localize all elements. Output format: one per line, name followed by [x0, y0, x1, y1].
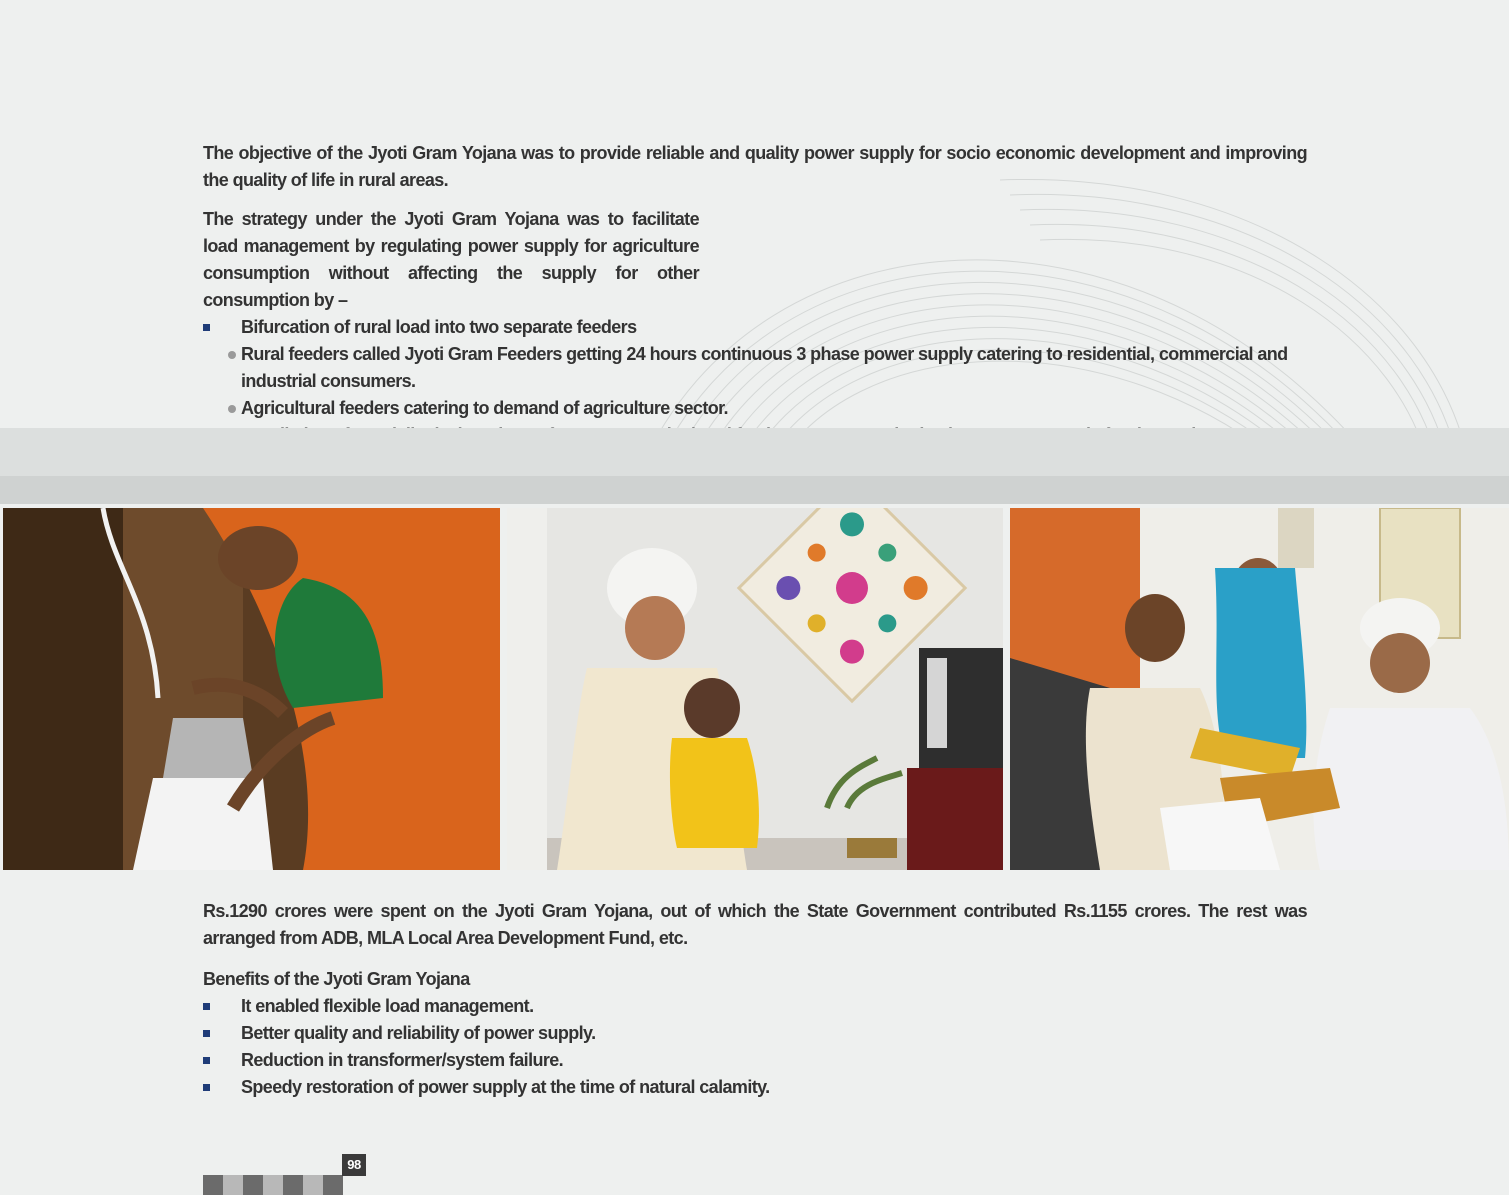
- benefits-list: [203, 993, 1307, 1101]
- square-bullet-icon: [203, 1003, 210, 1010]
- sub-list-item-text: Rural feeders called Jyoti Gram Feeders getting 24 hours continuous 3 phase power supply catering to residential, commercial and industrial consumers.: [241, 344, 1288, 391]
- strategy-list: [203, 314, 1307, 341]
- photo-woman-mixer: [3, 508, 500, 870]
- list-item: [203, 1074, 1307, 1101]
- divider-band-dark: [0, 476, 1509, 504]
- intro-section: [203, 140, 1307, 476]
- sub-list-item-text: Agricultural feeders catering to demand of agriculture sector.: [241, 398, 728, 418]
- list-item: [203, 314, 1307, 341]
- photo-man-child-tv: [507, 508, 1003, 870]
- sub-list-item: [203, 395, 1307, 422]
- list-item-text: Better quality and reliability of power supply.: [241, 1023, 596, 1043]
- list-item-text: Reduction in transformer/system failure.: [241, 1050, 564, 1070]
- list-item-text: It enabled flexible load management.: [241, 996, 534, 1016]
- square-bullet-icon: [203, 324, 210, 331]
- list-item-text: Bifurcation of rural load into two separate feeders: [241, 317, 637, 337]
- footer-checker-bar: [203, 1175, 343, 1195]
- divider-band-light: [0, 428, 1509, 476]
- list-item-text: Speedy restoration of power supply at the time of natural calamity.: [241, 1077, 770, 1097]
- list-item: [203, 1047, 1307, 1074]
- benefits-heading: Benefits of the Jyoti Gram Yojana: [203, 969, 470, 989]
- list-item: [203, 1020, 1307, 1047]
- sub-list-item: [203, 341, 1307, 395]
- photo-office-computer: [1010, 508, 1509, 870]
- round-bullet-icon: [228, 405, 236, 413]
- funding-benefits-section: [203, 898, 1307, 1101]
- feeder-sublist: [203, 341, 1307, 422]
- list-item: [203, 993, 1307, 1020]
- page-number: 98: [342, 1154, 366, 1176]
- square-bullet-icon: [203, 1030, 210, 1037]
- funding-paragraph: Rs.1290 crores were spent on the Jyoti Gram Yojana, out of which the State Government contributed Rs.1155 crores. The rest was arranged from ADB, MLA Local Area Development Fund, etc.: [203, 901, 1307, 948]
- square-bullet-icon: [203, 1057, 210, 1064]
- objective-paragraph: The objective of the Jyoti Gram Yojana was to provide reliable and quality power supply for socio economic development and improving the quality of life in rural areas.: [203, 143, 1307, 190]
- round-bullet-icon: [228, 351, 236, 359]
- strategy-paragraph: The strategy under the Jyoti Gram Yojana was to facilitate load management by regulating power supply for agriculture consumption without affecting the supply for other consumption by –: [203, 209, 699, 310]
- photo-strip: [0, 508, 1509, 870]
- square-bullet-icon: [203, 1084, 210, 1091]
